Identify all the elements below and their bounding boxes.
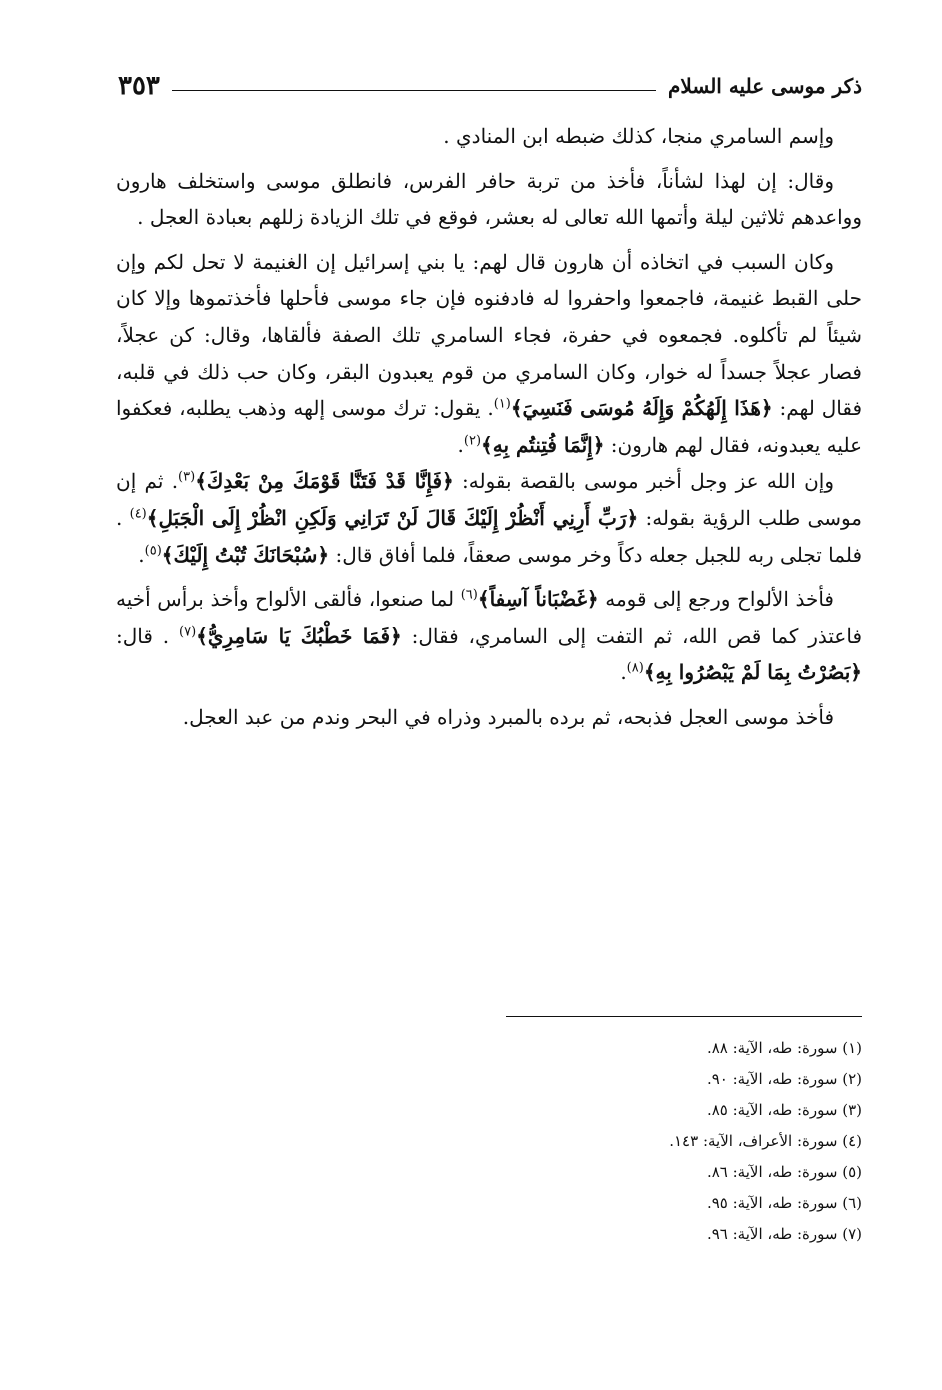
punctuation: . (138, 542, 145, 567)
quran-quote: ﴿هَذَا إِلَهُكُمْ وَإِلَهُ مُوسَى فَنَسِيَ﴾ (510, 396, 773, 421)
quran-quote: ﴿فَمَا خَطْبُكَ يَا سَامِرِيُّ﴾ (196, 623, 402, 648)
paragraph-6 (116, 699, 862, 736)
footnote-ref: (٦) (460, 587, 478, 603)
footnote-item: (٤) سورة: الأعراف، الآية: ١٤٣. (669, 1132, 862, 1150)
running-head: ذكر موسى عليه السلام (668, 74, 862, 98)
footnote-item: (١) سورة: طه، الآية: ٨٨. (706, 1039, 862, 1057)
footnote-item: (٦) سورة: طه، الآية: ٩٥. (706, 1194, 862, 1212)
footnote-item: (٢) سورة: طه، الآية: ٩٠. (706, 1070, 862, 1088)
footnote-item: (٥) سورة: طه، الآية: ٨٦. (706, 1163, 862, 1181)
paragraph-text: وإسم السامري منجا، كذلك ضبطه ابن المنادي . (443, 124, 834, 148)
page-header (118, 66, 862, 106)
paragraph-2 (116, 163, 862, 236)
paragraph-text: . قال: (116, 623, 170, 648)
paragraph-1 (116, 118, 862, 155)
footnote-ref: (١) (493, 396, 511, 412)
punctuation: . (171, 469, 179, 494)
paragraph-text: . فلما تجلى ربه للجبل جعله دكاً وخر موسى صعقاً، فلما أفاق قال: (116, 505, 862, 567)
quran-quote: ﴿سُبْحَانَكَ تُبْتُ إِلَيْكَ﴾ (161, 542, 330, 567)
footnote-ref: (٥) (144, 542, 162, 558)
paragraph-5 (116, 581, 862, 691)
quran-quote: ﴿إِنَّمَا فُتِنتُم بِهِ﴾ (481, 432, 605, 457)
paragraph-text: وإن الله عز وجل أخبر موسى بالقصة بقوله: (462, 469, 834, 494)
footnotes-list (116, 1033, 862, 1250)
page-number: ٣٥٣ (118, 71, 160, 101)
quran-quote: ﴿غَضْبَاناً آسِفاً﴾ (477, 587, 599, 612)
paragraph-text: وقال: إن لهذا لشأناً، فأخذ من تربة حافر الفرس، فانطلق موسى واستخلف هارون وواعدهم ثلاثين ليلة وأتمها الله تعالى له بعشر، فوقع في تلك الزيادة زللهم بعبادة العجل . (116, 168, 862, 230)
paragraph-text: فأخذ موسى العجل فذبحه، ثم برده بالمبرد وذراه في البحر وندم من عبد العجل. (182, 704, 834, 729)
footnote-separator (506, 1016, 862, 1017)
paragraph-4 (116, 463, 862, 573)
punctuation: . (457, 432, 464, 457)
quran-quote: ﴿رَبِّ أَرِنِي أَنْظُرْ إِلَيْكَ قَالَ لَنْ تَرَانِي وَلَكِنِ انْظُرْ إِلَى الْجَبَلِ﴾ (146, 505, 639, 530)
paragraph-text: ثم إن موسى طلب الرؤية بقوله: (116, 469, 863, 530)
paragraph-text: لما صنعوا، فألقى الألواح وأخذ برأس أخيه فاعتذر كما قص الله، ثم التفت إلى السامري، فقال: (116, 587, 863, 648)
paragraph-text: يقول: ترك موسى إلهه وذهب يطلبه، فعكفوا عليه يعبدونه، فقال لهم هارون: (116, 396, 862, 457)
footnote-ref: (٣) (178, 469, 196, 485)
footnote-item: (٧) سورة: طه، الآية: ٩٦. (706, 1225, 862, 1243)
punctuation: . (620, 660, 627, 685)
paragraph-text: وكان السبب في اتخاذه أن هارون قال لهم: يا بني إسرائيل إن الغنيمة لا تحل لكم وإن حلى القبط غنيمة، فاجمعوا واحفروا له فادفنوه فإن جاء موسى فأحلها فأخذتموها وإلا كان شيئاً لم تأكلوه. فجمعوه في حفرة، فجاء السامري تلك الصفة فألقاها، وقال: كن عجلاً، فصار عجلاً جسداً له خوار، وكان السامري من قوم يعبدون البقر، وكان حب ذلك في قلبه، فقال لهم: (116, 249, 862, 421)
quran-quote: ﴿بَصُرْتُ بِمَا لَمْ يَبْصُرُوا بِهِ﴾ (643, 660, 862, 685)
main-text (116, 118, 862, 744)
footnote-ref: (٨) (626, 660, 644, 676)
punctuation: . (487, 396, 494, 421)
footnote-ref: (٢) (463, 433, 482, 449)
footnote-ref: (٤) (129, 506, 147, 522)
footnote-ref: (٧) (179, 624, 197, 640)
header-rule (172, 90, 656, 91)
footnote-item: (٣) سورة: طه، الآية: ٨٥. (706, 1101, 862, 1119)
paragraph-text: فأخذ الألواح ورجع إلى قومه (605, 587, 834, 612)
paragraph-3 (116, 244, 862, 464)
quran-quote: ﴿فَإِنَّا قَدْ فَتَنَّا قَوْمَكَ مِنْ بَعْدِكَ﴾ (195, 469, 454, 494)
